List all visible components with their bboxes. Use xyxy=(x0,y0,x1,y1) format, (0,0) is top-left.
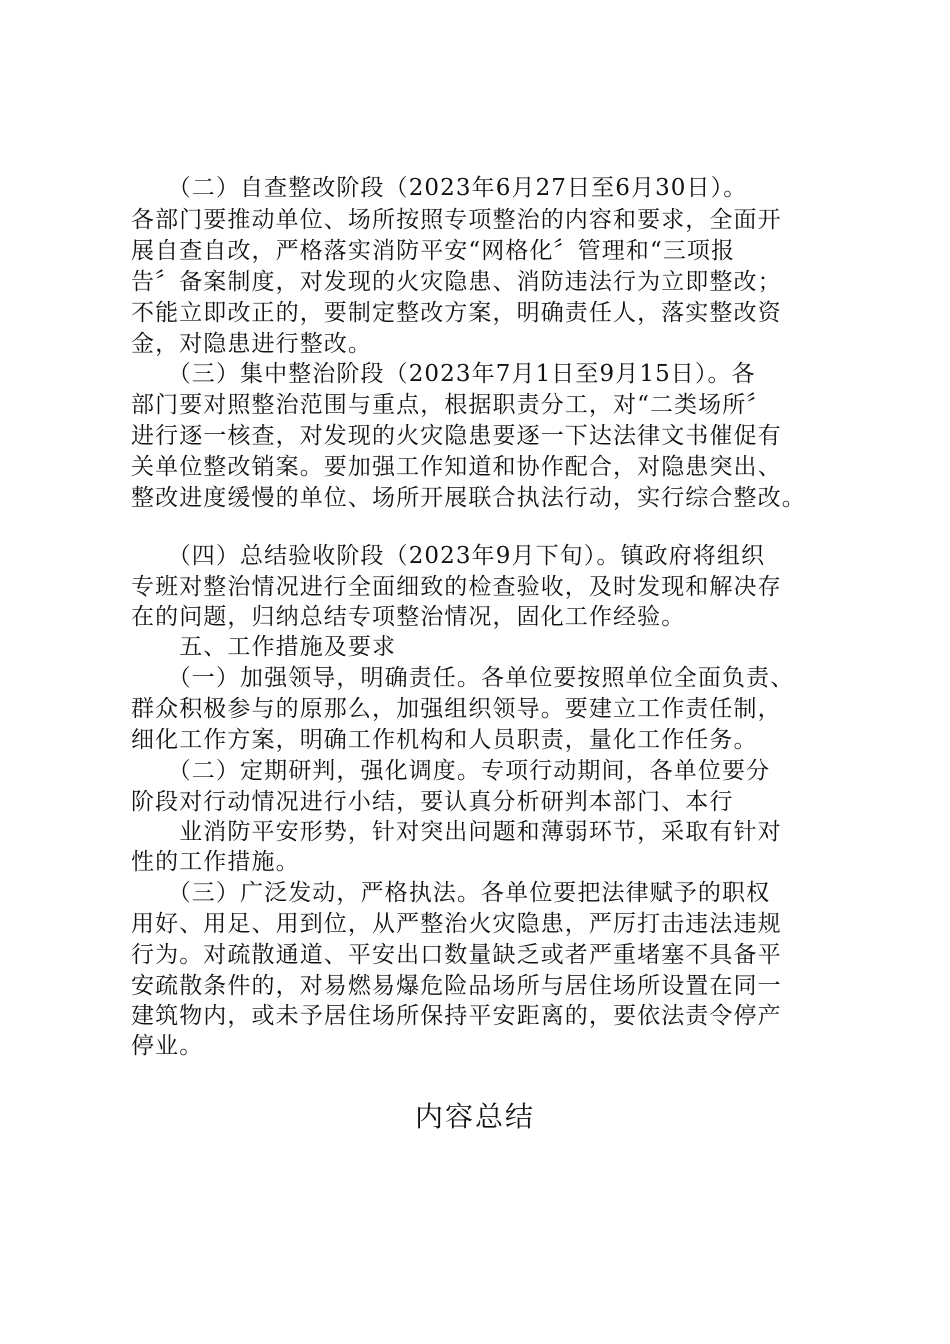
text-line: （三）广泛发动，严格执法。各单位要把法律赋予的职权 xyxy=(131,880,771,906)
text-line: 部门要对照整治范围与重点，根据职责分工，对“二类场所〞 xyxy=(131,392,771,418)
text-line: 安疏散条件的，对易燃易爆危险品场所与居住场所设置在同一 xyxy=(131,973,782,999)
text-line: （三）集中整治阶段（2023年7月1日至9月15日）。各 xyxy=(131,361,756,387)
text-line: 进行逐一核查，对发现的火灾隐患要逐一下达法律文书催促有 xyxy=(131,423,782,449)
text-line: （一）加强领导，明确责任。各单位要按照单位全面负责、 xyxy=(131,665,795,691)
text-line: 群众积极参与的原那么，加强组织领导。要建立工作责任制， xyxy=(131,696,782,722)
summary-heading: 内容总结 xyxy=(414,1100,535,1133)
text-line: 金，对隐患进行整改。 xyxy=(131,331,372,357)
text-line: 停业。 xyxy=(131,1033,204,1059)
text-line: （二）定期研判，强化调度。专项行动期间，各单位要分 xyxy=(131,758,771,784)
text-line: （四）总结验收阶段（2023年9月下旬）。镇政府将组织 xyxy=(131,543,766,569)
text-line: 在的问题，归纳总结专项整治情况，固化工作经验。 xyxy=(131,604,686,630)
text-line: 关单位整改销案。要加强工作知道和协作配合，对隐患突出、 xyxy=(131,454,782,480)
text-line: 各部门要推动单位、场所按照专项整治的内容和要求，全面开 xyxy=(131,207,782,233)
text-line: 建筑物内，或未予居住场所保持平安距离的，要依法责令停产 xyxy=(131,1003,782,1029)
text-line: 展自查自改，严格落实消防平安“网格化〞管理和“三项报 xyxy=(131,238,736,264)
text-line: 专班对整治情况进行全面细致的检查验收，及时发现和解决存 xyxy=(131,574,782,600)
text-line: 行为。对疏散通道、平安出口数量缺乏或者严重堵塞不具备平 xyxy=(131,942,782,968)
text-line: 告〞备案制度，对发现的火灾隐患、消防违法行为立即整改； xyxy=(131,269,782,295)
text-line: （二）自查整改阶段（2023年6月27日至6月30日）。 xyxy=(131,175,748,201)
text-line: 性的工作措施。 xyxy=(131,849,300,875)
text-line: 阶段对行动情况进行小结，要认真分析研判本部门、本行 xyxy=(131,789,734,815)
text-line: 业消防平安形势，针对突出问题和薄弱环节，采取有针对 xyxy=(131,819,782,845)
text-line: 不能立即改正的，要制定整改方案，明确责任人，落实整改资 xyxy=(131,300,782,326)
text-line: 用好、用足、用到位，从严整治火灾隐患，严厉打击违法违规 xyxy=(131,911,782,937)
section-heading: 五、工作措施及要求 xyxy=(131,634,397,660)
text-line: 整改进度缓慢的单位、场所开展联合执法行动，实行综合整改。 xyxy=(131,485,806,511)
text-line: 细化工作方案，明确工作机构和人员职责，量化工作任务。 xyxy=(131,727,758,753)
